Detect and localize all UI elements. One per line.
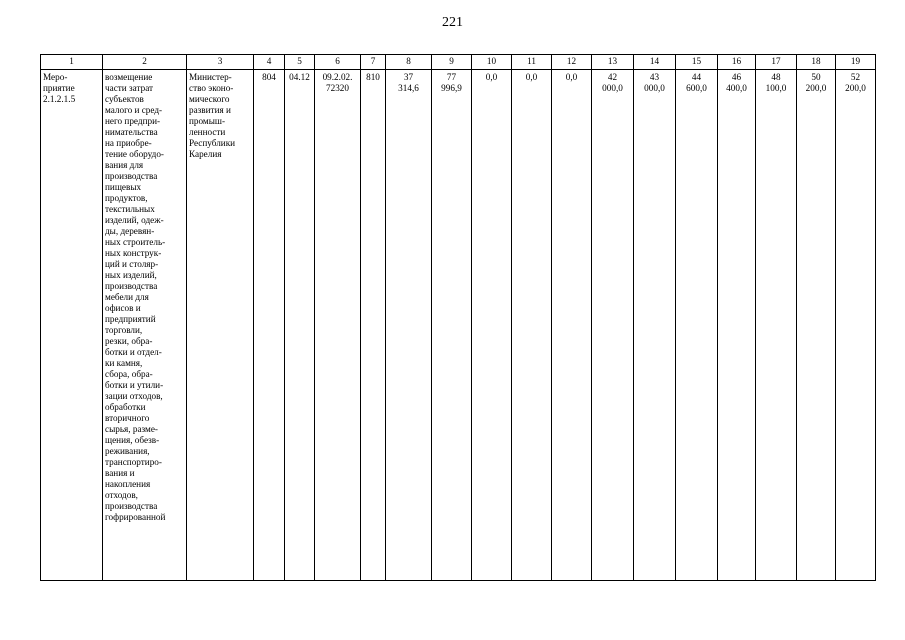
- cell-text-line: 200,0: [845, 83, 866, 93]
- cell-text-line: 810: [366, 72, 380, 82]
- cell-text-line: офисов и: [105, 303, 141, 313]
- table-cell-col-19: [836, 70, 876, 581]
- cell-text-line: зации отходов,: [105, 391, 163, 401]
- cell-text-line: 400,0: [726, 83, 747, 93]
- cell-text-line: 0,0: [565, 72, 578, 82]
- cell-text-line: ки камня,: [105, 358, 143, 368]
- table-cell-col-9: [432, 70, 472, 581]
- column-header-4: 4: [254, 55, 285, 70]
- cell-text-line: сырья, разме-: [105, 424, 158, 434]
- cell-text-line: него предпри-: [105, 116, 161, 126]
- cell-text-line: тение оборудо-: [105, 149, 164, 159]
- cell-text-line: вторичного: [105, 413, 150, 423]
- cell-text-line: 37: [403, 72, 414, 82]
- cell-text-line: 314,6: [398, 83, 419, 93]
- table-cell-col-6: [315, 70, 361, 581]
- table-cell-col-15: [676, 70, 718, 581]
- cell-text-line: нимательства: [105, 127, 158, 137]
- cell-text-line: ботки и отдел-: [105, 347, 162, 357]
- cell-text-line: предприятий: [105, 314, 156, 324]
- table-cell-col-3: [187, 70, 254, 581]
- cell-text-line: реживания,: [105, 446, 150, 456]
- cell-text-line: на приобре-: [105, 138, 152, 148]
- cell-text-line: производства: [105, 501, 158, 511]
- cell-text-line: 46: [731, 72, 742, 82]
- cell-text-line: 72320: [326, 83, 349, 93]
- cell-text-line: 77: [446, 72, 457, 82]
- column-header-11: 11: [512, 55, 552, 70]
- cell-text-line: ных конструк-: [105, 248, 162, 258]
- column-header-2: 2: [103, 55, 187, 70]
- cell-text-line: 000,0: [644, 83, 665, 93]
- cell-text-line: 52: [850, 72, 861, 82]
- cell-text-line: ленности: [189, 127, 226, 137]
- cell-text-line: 42: [607, 72, 618, 82]
- cell-text-line: вания и: [105, 468, 135, 478]
- cell-text-line: 000,0: [602, 83, 623, 93]
- cell-text-line: текстильных: [105, 204, 155, 214]
- cell-text-line: обработки: [105, 402, 146, 412]
- cell-text-line: Министер-: [189, 72, 232, 82]
- cell-text-line: гофрированной: [105, 512, 166, 522]
- cell-text-line: промыш-: [189, 116, 226, 126]
- column-number-row: [41, 55, 876, 70]
- column-header-3: 3: [187, 55, 254, 70]
- cell-text-line: возмещение: [105, 72, 153, 82]
- page-number: 221: [442, 15, 463, 30]
- table-cell-col-8: [386, 70, 432, 581]
- table-cell-col-2: [103, 70, 187, 581]
- column-header-17: 17: [756, 55, 797, 70]
- cell-text-line: 100,0: [765, 83, 787, 93]
- table-cell-col-18: [797, 70, 836, 581]
- cell-text-line: производства: [105, 171, 158, 181]
- column-header-18: 18: [797, 55, 836, 70]
- table-cell-col-5: [285, 70, 315, 581]
- table-cell-col-16: [718, 70, 756, 581]
- cell-text-line: изделий, одеж-: [105, 215, 164, 225]
- cell-text-line: отходов,: [105, 490, 138, 500]
- cell-text-line: торговли,: [105, 325, 143, 335]
- cell-text-line: мебели для: [105, 292, 149, 302]
- cell-text-line: 50: [811, 72, 821, 82]
- cell-text-line: Республики: [189, 138, 236, 148]
- column-header-8: 8: [386, 55, 432, 70]
- cell-text-line: Карелия: [189, 149, 222, 159]
- table-cell-col-17: [756, 70, 797, 581]
- cell-text-line: части затрат: [105, 83, 154, 93]
- column-header-7: 7: [361, 55, 386, 70]
- cell-text-line: продуктов,: [105, 193, 148, 203]
- cell-text-line: сбора, обра-: [105, 369, 153, 379]
- cell-text-line: малого и сред-: [105, 105, 163, 115]
- table-cell-col-11: [512, 70, 552, 581]
- cell-text-line: производства: [105, 281, 158, 291]
- column-header-5: 5: [285, 55, 315, 70]
- cell-text-line: 44: [691, 72, 702, 82]
- cell-text-line: накопления: [105, 479, 151, 489]
- cell-text-line: 43: [649, 72, 660, 82]
- column-header-16: 16: [718, 55, 756, 70]
- cell-text-line: щения, обезв-: [105, 435, 160, 445]
- column-header-13: 13: [592, 55, 634, 70]
- cell-text-line: 0,0: [485, 72, 498, 82]
- table-cell-col-14: [634, 70, 676, 581]
- column-header-6: 6: [315, 55, 361, 70]
- cell-text-line: мического: [189, 94, 230, 104]
- table-cell-col-13: [592, 70, 634, 581]
- cell-text-line: резки, обра-: [105, 336, 153, 346]
- cell-text-line: приятие: [43, 83, 75, 93]
- table-cell-col-4: [254, 70, 285, 581]
- column-header-19: 19: [836, 55, 876, 70]
- cell-text-line: ды, деревян-: [105, 226, 155, 236]
- budget-table: [40, 54, 876, 581]
- cell-text-line: субъектов: [105, 94, 144, 104]
- table-cell-col-10: [472, 70, 512, 581]
- cell-text-line: развития и: [189, 105, 231, 115]
- cell-text-line: ных строитель-: [105, 237, 166, 247]
- cell-text-line: Меро-: [43, 72, 68, 82]
- cell-text-line: транспортиро-: [105, 457, 162, 467]
- cell-text-line: 2.1.2.1.5: [43, 94, 76, 104]
- table-cell-col-7: [361, 70, 386, 581]
- column-header-12: 12: [552, 55, 592, 70]
- cell-text-line: ных изделий,: [105, 270, 157, 280]
- cell-text-line: вания для: [105, 160, 144, 170]
- table-cell-col-12: [552, 70, 592, 581]
- column-header-10: 10: [472, 55, 512, 70]
- table-row: [41, 70, 876, 581]
- cell-text-line: пищевых: [105, 182, 142, 192]
- table-cell-col-1: [41, 70, 103, 581]
- cell-text-line: ций и столяр-: [105, 259, 159, 269]
- cell-text-line: 804: [262, 72, 276, 82]
- cell-text-line: 09.2.02.: [322, 72, 353, 82]
- column-header-9: 9: [432, 55, 472, 70]
- cell-text-line: ботки и утили-: [105, 380, 164, 390]
- cell-text-line: 48: [771, 72, 781, 82]
- column-header-15: 15: [676, 55, 718, 70]
- cell-text-line: ство эконо-: [189, 83, 234, 93]
- cell-text-line: 996,9: [441, 83, 462, 93]
- cell-text-line: 600,0: [686, 83, 707, 93]
- column-header-1: 1: [41, 55, 103, 70]
- cell-text-line: 200,0: [805, 83, 827, 93]
- cell-text-line: 0,0: [525, 72, 538, 82]
- column-header-14: 14: [634, 55, 676, 70]
- cell-text-line: 04.12: [289, 72, 310, 82]
